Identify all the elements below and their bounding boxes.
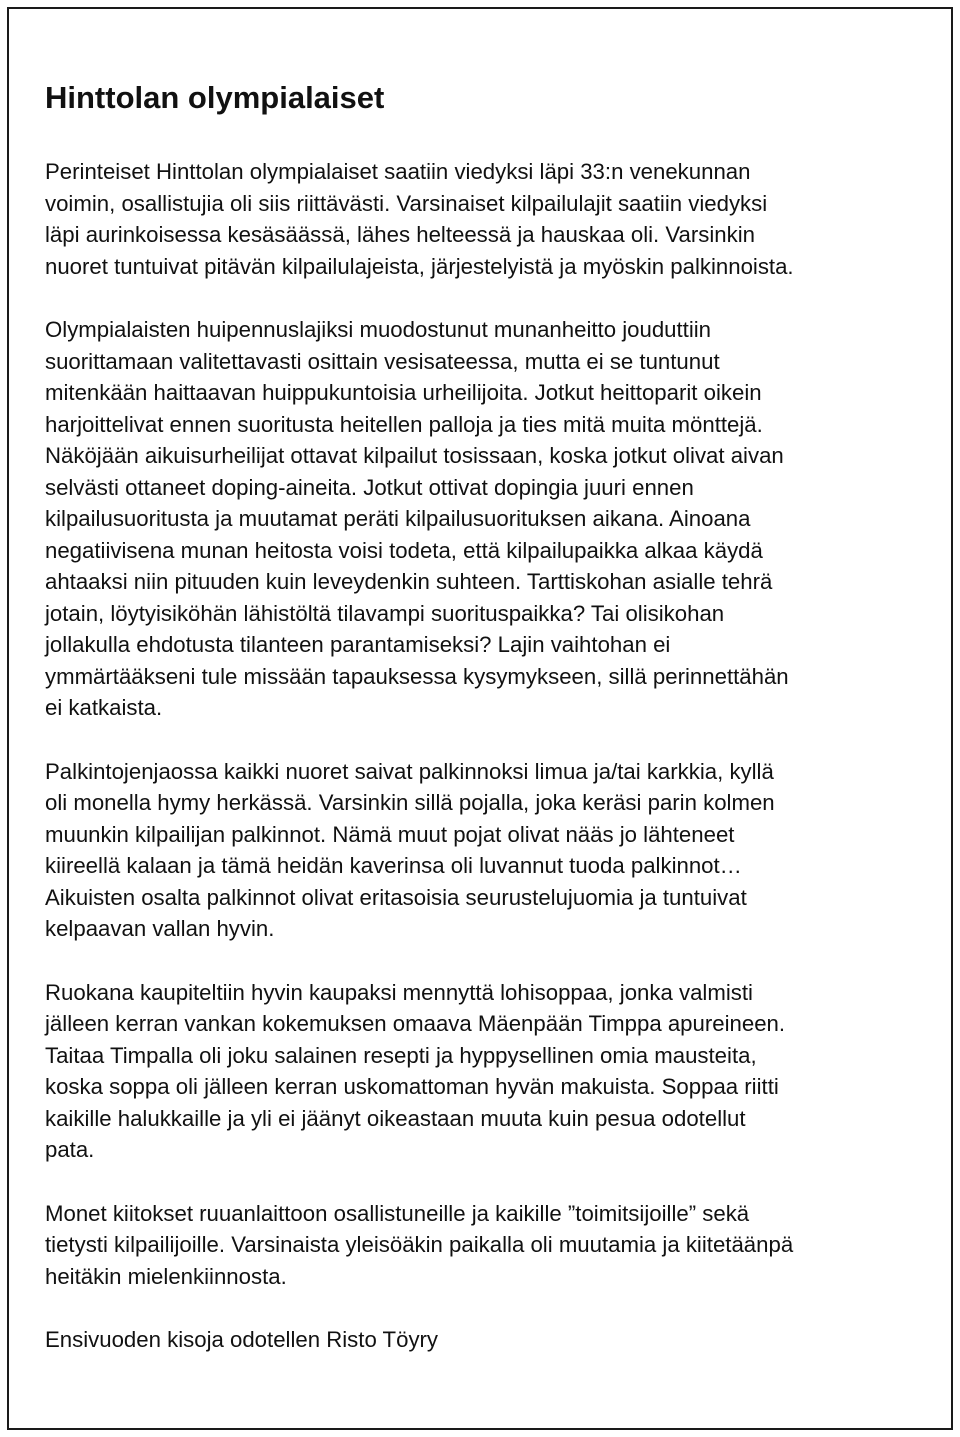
paragraph-prizes: Palkintojenjaossa kaikki nuoret saivat palkinnoksi limua ja/tai karkkia, kyllä oli monella hymy herkässä. Varsinkin sillä pojalla, joka keräsi parin kolmen muunkin kilpailijan palkinnot. Nämä muut pojat olivat nääs jo lähteneet kiireellä kalaan ja tämä heidän kaverinsa oli luvannut tuoda palkinnot… Aikuisten osalta palkinnot olivat eritasoisia seurustelujuomia ja tuntuivat kelpaavan vallan hyvin.: [45, 758, 775, 941]
article: [45, 77, 945, 1356]
paragraph-thanks: Monet kiitokset ruuanlaittoon osallistuneille ja kaikille ”toimitsijoille” sekä tietysti kilpailijoille. Varsinaista yleisöäkin paikalla oli muutamia ja kiitetäänpä heitäkin mielenkiinnosta.: [45, 1200, 794, 1289]
paragraph-food: Ruokana kaupiteltiin hyvin kaupaksi mennyttä lohisoppaa, jonka valmisti jälleen kerran vankan kokemuksen omaava Mäenpään Timppa apureineen. Taitaa Timpalla oli joku salainen resepti ja hyppysellinen omia mausteita, koska soppa oli jälleen kerran uskomattoman hyvän makuista. Soppaa riitti kaikille halukkaille ja yli ei jäänyt oikeastaan muuta kuin pesua odotellut pata.: [45, 979, 786, 1162]
page-frame: [7, 7, 953, 1430]
paragraph-egg-throw: Olympialaisten huipennuslajiksi muodostunut munanheitto jouduttiin suorittamaan valitettavasti osittain vesisateessa, mutta ei se tuntunut mitenkään haittaavan huippukuntoisia urheilijoita. Jotkut heittoparit oikein harjoittelivat ennen suoritusta heitellen palloja ja ties mitä muita mönttejä. Näköjään aikuisurheilijat ottavat kilpailut tosissaan, koska jotkut olivat aivan selvästi ottaneet doping-aineita. Jotkut ottivat dopingia juuri ennen kilpailusuoritusta ja muutamat peräti kilpailusuorituksen aikana. Ainoana negatiivisena munan heitosta voisi todeta, että kilpailupaikka alkaa käydä ahtaaksi niin pituuden kuin leveydenkin suhteen. Tarttiskohan asialle tehrä jotain, löytyisiköhän lähistöltä tilavampi suorituspaikka? Tai olisikohan jollakulla ehdotusta tilanteen parantamiseksi? Lajin vaihtohan ei ymmärtääkseni tule missään tapauksessa kysymykseen, sillä perinnettähän ei katkaista.: [45, 317, 789, 720]
article-title: Hinttolan olympialaiset: [45, 80, 385, 115]
paragraph-intro: Perinteiset Hinttolan olympialaiset saatiin viedyksi läpi 33:n venekunnan voimin, osallistujia oli siis riittävästi. Varsinaiset kilpailulajit saatiin viedyksi läpi aurinkoisessa kesäsäässä, lähes helteessä ja hauskaa oli. Varsinkin nuoret tuntuivat pitävän kilpailulajeista, järjestelyistä ja myöskin palkinnoista.: [45, 159, 794, 279]
signature: Ensivuoden kisoja odotellen Risto Töyry: [45, 1327, 439, 1352]
